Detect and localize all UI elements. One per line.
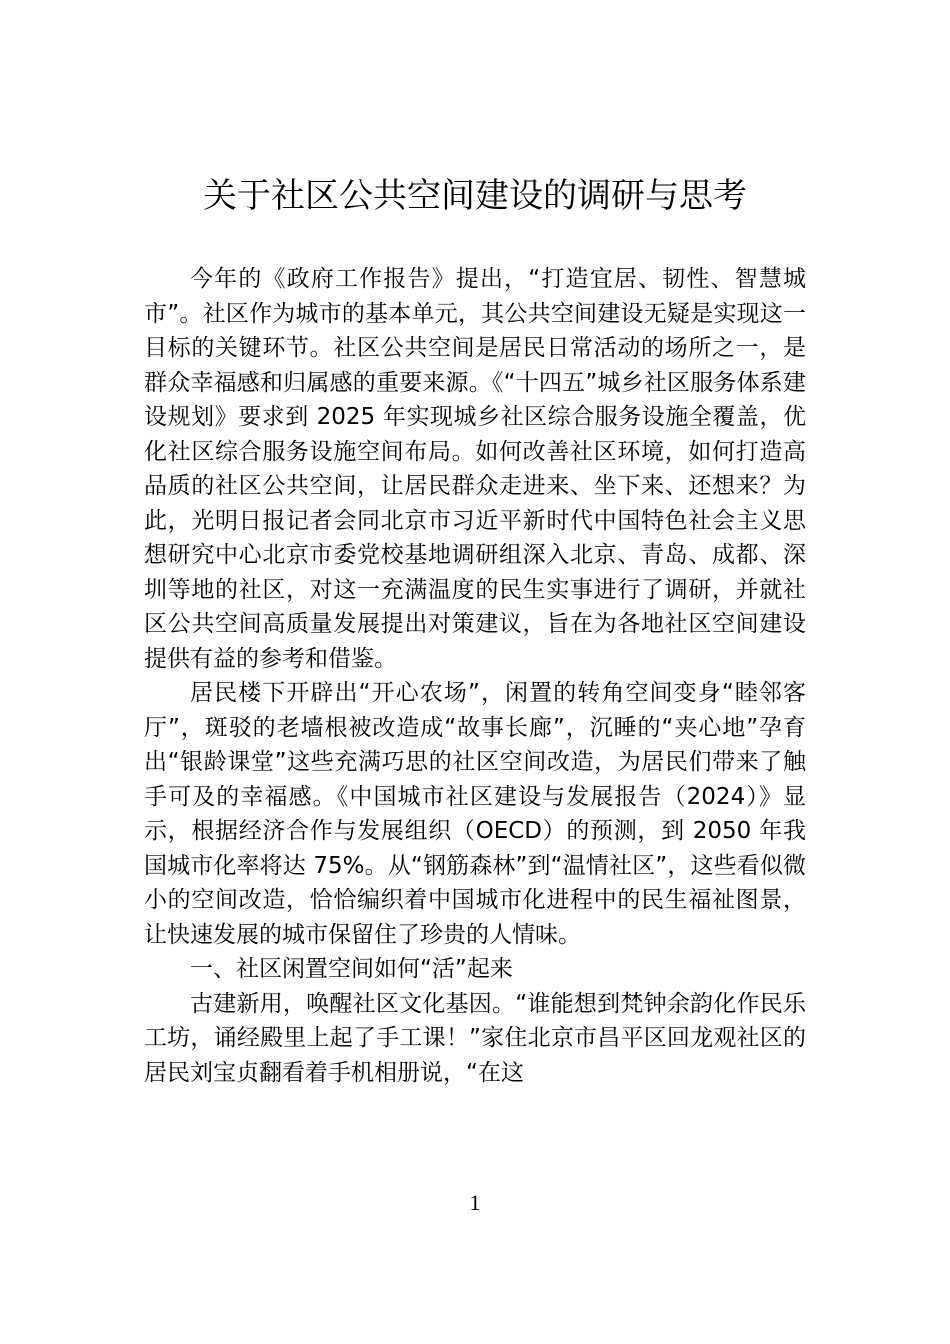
page-number: 1 [469, 1190, 481, 1215]
document-title: 关于社区公共空间建设的调研与思考 [203, 176, 747, 216]
paragraph-community-renewal: 居民楼下开辟出“开心农场”，闲置的转角空间变身“睦邻客厅”，斑驳的老墙根被改造成“故事长廊”，沉睡的“夹心地”孕育出“银龄课堂”这些充满巧思的社区空间改造，为居民们带来了触手可及的幸福感。《中国城市社区建设与发展报告（2024）》显示，根据经济合作与发展组织（OECD）的预测，到 2050 年我国城市化率将达 75%。从“钢筋森林”到“温情社区”，这些看似微小的空间改造，恰恰编织着中国城市化进程中的民生福祉图景，让快速发展的城市保留住了珍贵的人情味。 [144, 680, 806, 948]
paragraph-ancient-building-reuse: 古建新用，唤醒社区文化基因。“谁能想到梵钟余韵化作民乐工坊，诵经殿里上起了手工课！”家住北京市昌平区回龙观社区的居民刘宝贞翻看着手机相册说，“在这 [144, 990, 806, 1086]
section-heading-1: 一、社区闲置空间如何“活”起来 [190, 956, 513, 982]
document-body [144, 262, 806, 1090]
paragraph-intro: 今年的《政府工作报告》提出，“打造宜居、韧性、智慧城市”。社区作为城市的基本单元，其公共空间建设无疑是实现这一目标的关键环节。社区公共空间是居民日常活动的场所之一，是群众幸福感和归属感的重要来源。《“十四五”城乡社区服务体系建设规划》要求到 2025 年实现城乡社区综合服务设施全覆盖，优化社区综合服务设施空间布局。如何改善社区环境，如何打造高品质的社区公共空间，让居民群众走进来、坐下来、还想来？为此，光明日报记者会同北京市习近平新时代中国特色社会主义思想研究中心北京市委党校基地调研组深入北京、青岛、成都、深圳等地的社区，对这一充满温度的民生实事进行了调研，并就社区公共空间高质量发展提出对策建议，旨在为各地社区空间建设提供有益的参考和借鉴。 [144, 266, 806, 672]
